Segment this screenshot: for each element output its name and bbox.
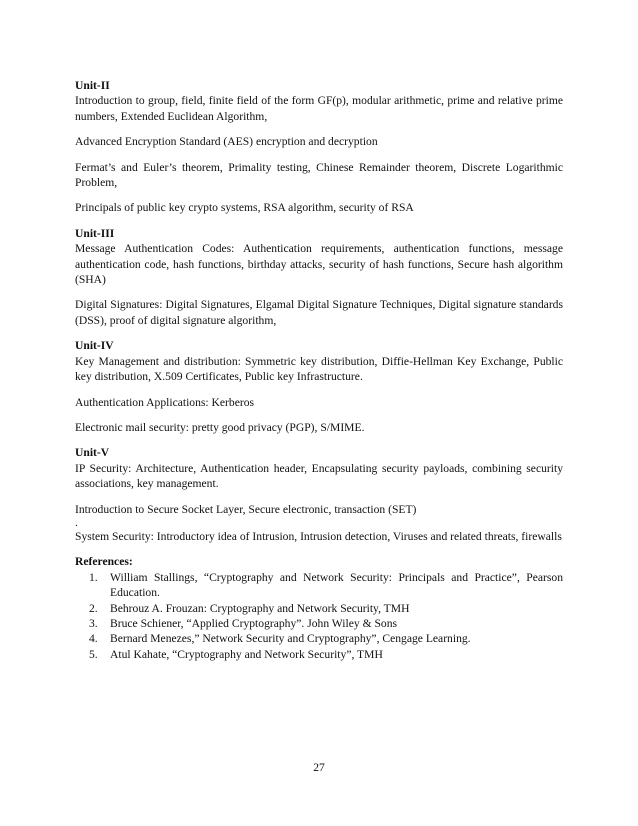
unit-2-paragraph-2: Advanced Encryption Standard (AES) encryption and decryption [75, 135, 378, 149]
unit-2-section [75, 78, 563, 216]
reference-number: 3. [89, 616, 98, 630]
reference-item [75, 601, 563, 616]
unit-4-section [75, 338, 563, 435]
unit-4-heading: Unit-IV [75, 339, 114, 353]
unit-2-paragraph-1: Introduction to group, field, finite field of the form GF(p), modular arithmetic, prime and relative prime numbers, Extended Euclidean Algorithm, [75, 94, 563, 123]
unit-4-paragraph-2: Authentication Applications: Kerberos [75, 395, 255, 409]
reference-text: Bruce Schiener, “Applied Cryptography”. John Wiley & Sons [110, 616, 398, 630]
reference-text: Behrouz A. Frouzan: Cryptography and Network Security, TMH [110, 601, 410, 615]
unit-5-paragraph-2: Introduction to Secure Socket Layer, Secure electronic, transaction (SET) [75, 502, 417, 516]
unit-2-paragraph-4: Principals of public key crypto systems, RSA algorithm, security of RSA [75, 201, 414, 215]
unit-5-paragraph-3: System Security: Introductory idea of Intrusion, Intrusion detection, Viruses and related threats, firewalls [75, 529, 562, 543]
reference-text: Atul Kahate, “Cryptography and Network Security”, TMH [110, 647, 383, 661]
references-list [75, 570, 563, 662]
reference-text: William Stallings, “Cryptography and Network Security: Principals and Practice”, Pearson Education. [110, 570, 563, 600]
unit-5-stray-mark: . [75, 515, 78, 529]
references-section [75, 554, 563, 662]
unit-5-paragraph-1: IP Security: Architecture, Authentication header, Encapsulating security payloads, combining security associations, key management. [75, 461, 563, 491]
unit-5-section [75, 445, 563, 544]
unit-3-heading: Unit-III [75, 226, 115, 240]
unit-3-section [75, 226, 563, 328]
reference-item [75, 647, 563, 662]
reference-item [75, 616, 563, 631]
reference-number: 5. [89, 647, 98, 661]
reference-text: Bernard Menezes,” Network Security and Cryptography”, Cengage Learning. [110, 632, 471, 646]
reference-number: 2. [89, 601, 98, 615]
references-heading: References: [75, 555, 133, 569]
unit-2-heading: Unit-II [75, 79, 110, 92]
reference-number: 4. [89, 632, 98, 646]
unit-4-paragraph-3: Electronic mail security: pretty good privacy (PGP), S/MIME. [75, 420, 365, 434]
reference-item [75, 631, 563, 646]
unit-2-paragraph-3: Fermat’s and Euler’s theorem, Primality testing, Chinese Remainder theorem, Discrete Logarithmic Problem, [75, 160, 563, 190]
syllabus-content [75, 78, 563, 662]
unit-5-heading: Unit-V [75, 446, 110, 460]
reference-number: 1. [89, 570, 98, 584]
reference-item [75, 570, 563, 601]
unit-3-paragraph-2: Digital Signatures: Digital Signatures, Elgamal Digital Signature Techniques, Digital signature standards (DSS), proof of digital signature algorithm, [75, 298, 563, 327]
unit-3-paragraph-1: Message Authentication Codes: Authentication requirements, authentication functions, message authentication code, hash functions, birthday attacks, security of hash functions, Secure hash algorithm (SHA) [75, 242, 563, 287]
unit-4-paragraph-1: Key Management and distribution: Symmetric key distribution, Diffie-Hellman Key Exchange, Public key distribution, X.509 Certificates, Public key Infrastructure. [75, 354, 563, 384]
page-number: 27 [313, 761, 325, 774]
